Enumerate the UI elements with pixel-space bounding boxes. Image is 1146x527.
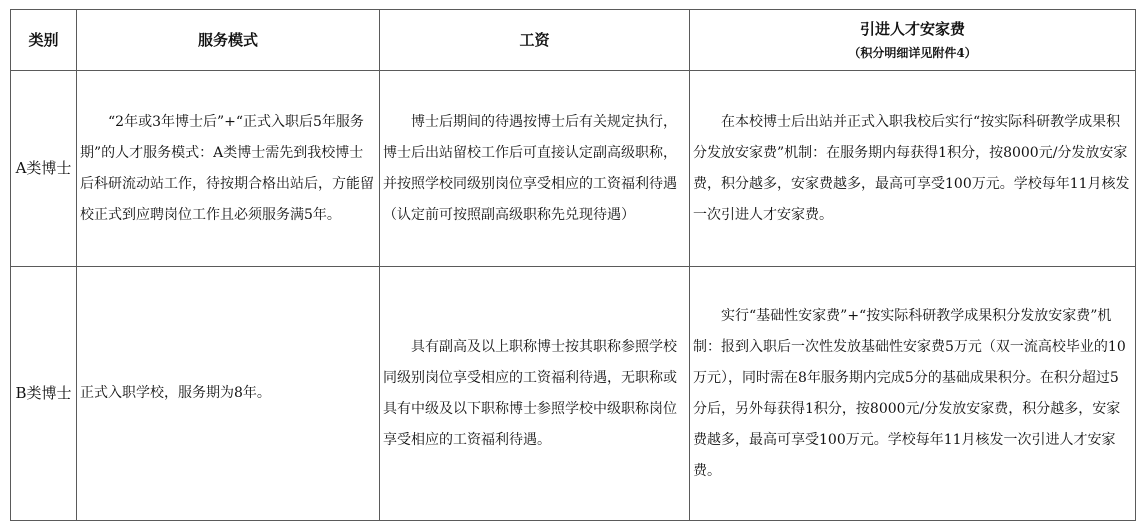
row-fee: 实行“基础性安家费”+“按实际科研教学成果积分发放安家费”机制：报到入职后一次性发放基础性安家费5万元（双一流高校毕业的10万元），同时需在8年服务期内完成5分的基础成果积分。在积分超过5分后，另外每获得1积分，按8000元/分发放安家费，积分越多，安家费越多，最高可享受100万元。学校每年11月核发一次引进人才安家费。 bbox=[690, 267, 1136, 521]
table-row bbox=[11, 71, 1136, 267]
header-row bbox=[11, 10, 1136, 71]
header-fee bbox=[690, 10, 1136, 71]
row-mode: “2年或3年博士后”+“正式入职后5年服务期”的人才服务模式：A类博士需先到我校博士后科研流动站工作，待按期合格出站后，方能留校正式到应聘岗位工作且必须服务满5年。 bbox=[77, 71, 380, 267]
policy-table bbox=[10, 9, 1136, 521]
header-mode: 服务模式 bbox=[77, 10, 380, 71]
header-fee-subtitle: （积分明细详见附件4） bbox=[848, 46, 977, 60]
table-row bbox=[11, 267, 1136, 521]
row-category: B类博士 bbox=[11, 267, 77, 521]
row-salary: 博士后期间的待遇按博士后有关规定执行，博士后出站留校工作后可直接认定副高级职称，并按照学校同级别岗位享受相应的工资福利待遇（认定前可按照副高级职称先兑现待遇） bbox=[380, 71, 690, 267]
row-mode: 正式入职学校，服务期为8年。 bbox=[77, 267, 380, 521]
header-fee-title: 引进人才安家费 bbox=[859, 20, 965, 38]
header-category: 类别 bbox=[11, 10, 77, 71]
row-fee: 在本校博士后出站并正式入职我校后实行“按实际科研教学成果积分发放安家费”机制：在服务期内每获得1积分，按8000元/分发放安家费，积分越多，安家费越多，最高可享受100万元。学校每年11月核发一次引进人才安家费。 bbox=[690, 71, 1136, 267]
header-salary: 工资 bbox=[380, 10, 690, 71]
row-salary: 具有副高及以上职称博士按其职称参照学校同级别岗位享受相应的工资福利待遇，无职称或具有中级及以下职称博士参照学校中级职称岗位享受相应的工资福利待遇。 bbox=[380, 267, 690, 521]
row-category: A类博士 bbox=[11, 71, 77, 267]
